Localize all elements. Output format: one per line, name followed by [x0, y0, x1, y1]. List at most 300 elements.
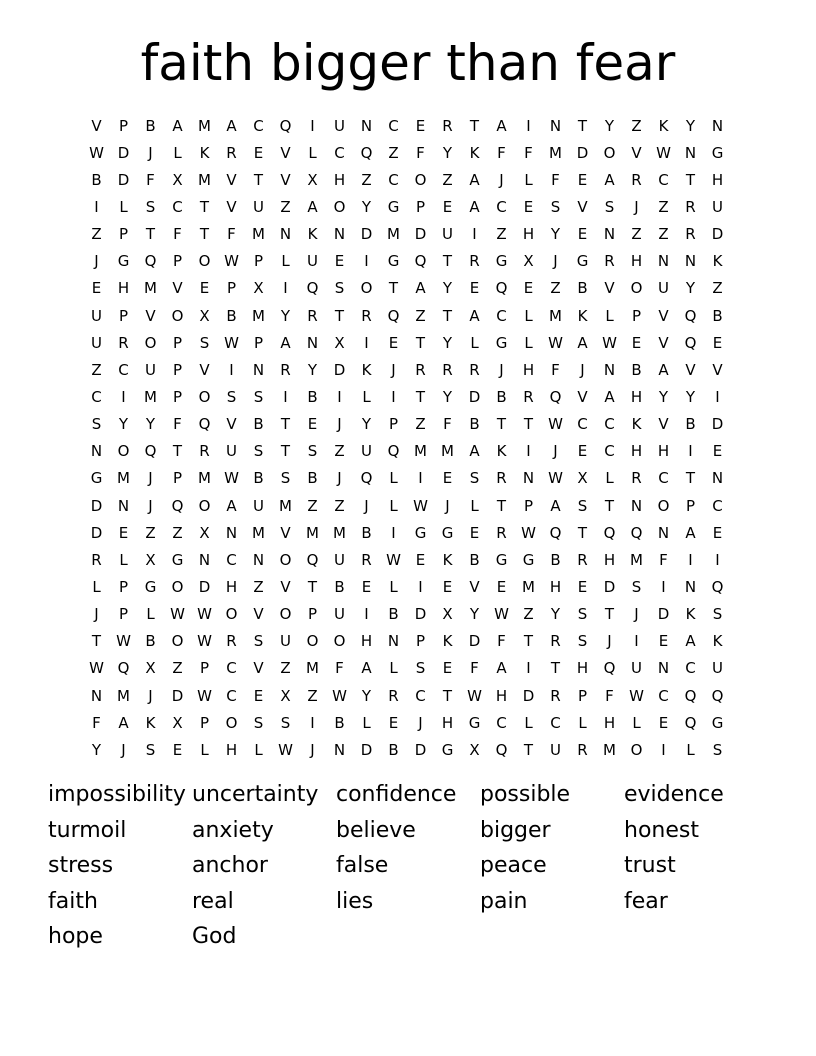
grid-letter: B [388, 740, 399, 759]
grid-letter: O [198, 387, 211, 406]
grid-letter: I [364, 605, 369, 624]
grid-letter: T [442, 252, 453, 271]
grid-letter: P [307, 605, 318, 624]
grid-letter: L [524, 306, 533, 325]
grid-letter: Q [603, 523, 616, 542]
grid-letter: V [604, 279, 615, 298]
grid-letter: P [415, 197, 426, 216]
grid-letter: L [362, 713, 371, 732]
grid-letter: R [226, 632, 237, 651]
grid-letter: H [630, 387, 643, 406]
grid-letter: P [631, 306, 642, 325]
grid-letter: V [145, 306, 156, 325]
grid-letter: D [576, 143, 589, 162]
grid-letter: L [146, 605, 155, 624]
grid-letter: D [711, 415, 724, 434]
grid-letter: Q [549, 387, 562, 406]
grid-letter: Q [306, 279, 319, 298]
grid-letter: O [414, 170, 427, 189]
grid-letter: M [387, 225, 400, 244]
grid-letter: C [712, 496, 723, 515]
grid-letter: J [148, 686, 153, 705]
grid-letter: A [415, 279, 426, 298]
grid-letter: Y [685, 279, 696, 298]
grid-letter: Y [550, 225, 561, 244]
grid-letter: A [469, 197, 480, 216]
grid-letter: S [577, 496, 588, 515]
grid-letter: J [337, 415, 342, 434]
grid-letter: S [631, 577, 642, 596]
grid-letter: I [310, 116, 315, 135]
grid-letter: Z [307, 686, 318, 705]
grid-letter: T [388, 279, 399, 298]
grid-letter: I [229, 360, 234, 379]
grid-letter: S [253, 442, 264, 461]
grid-letter: Z [631, 116, 642, 135]
grid-letter: C [388, 116, 399, 135]
grid-letter: G [387, 252, 400, 271]
grid-letter: F [92, 713, 101, 732]
grid-letter: M [522, 577, 535, 596]
grid-letter: L [578, 713, 587, 732]
grid-letter: B [469, 550, 480, 569]
grid-letter: Q [684, 306, 697, 325]
grid-letter: Z [334, 442, 345, 461]
grid-letter: F [551, 170, 560, 189]
grid-letter: N [306, 333, 319, 352]
grid-letter: D [171, 686, 184, 705]
grid-letter: Y [442, 143, 453, 162]
grid-letter: N [684, 577, 697, 596]
grid-letter: W [386, 550, 401, 569]
grid-letter: W [197, 632, 212, 651]
grid-letter: V [658, 306, 669, 325]
word-bank-item: possible [480, 782, 571, 807]
grid-letter: C [496, 306, 507, 325]
grid-letter: Y [280, 306, 291, 325]
grid-letter: W [197, 686, 212, 705]
grid-letter: X [523, 252, 534, 271]
grid-letter: F [173, 415, 182, 434]
grid-letter: A [496, 659, 507, 678]
grid-letter: Y [442, 333, 453, 352]
grid-letter: H [576, 659, 589, 678]
grid-letter: U [334, 550, 345, 569]
grid-letter: W [278, 740, 293, 759]
grid-letter: X [199, 523, 210, 542]
grid-letter: Z [91, 360, 102, 379]
grid-letter: I [337, 387, 342, 406]
grid-letter: Y [685, 116, 696, 135]
grid-letter: I [418, 469, 423, 488]
grid-letter: P [523, 496, 534, 515]
grid-letter: A [280, 333, 291, 352]
grid-letter: B [712, 306, 723, 325]
grid-letter: D [333, 360, 346, 379]
grid-letter: U [550, 740, 561, 759]
grid-letter: I [418, 577, 423, 596]
grid-letter: S [415, 659, 426, 678]
grid-letter: T [199, 225, 210, 244]
grid-letter: C [91, 387, 102, 406]
grid-letter: E [523, 197, 534, 216]
grid-letter: Y [361, 686, 372, 705]
grid-letter: X [442, 605, 453, 624]
grid-letter: K [712, 252, 723, 271]
grid-letter: I [364, 333, 369, 352]
grid-letter: T [550, 659, 561, 678]
grid-letter: M [198, 116, 211, 135]
grid-letter: P [118, 577, 129, 596]
grid-letter: O [333, 197, 346, 216]
grid-letter: W [629, 686, 644, 705]
grid-letter: R [496, 523, 507, 542]
grid-letter: W [170, 605, 185, 624]
grid-letter: Q [711, 686, 724, 705]
word-bank-item: lies [336, 888, 374, 914]
grid-letter: Q [495, 740, 508, 759]
grid-letter: C [226, 550, 237, 569]
grid-letter: Y [145, 415, 156, 434]
grid-letter: B [577, 279, 588, 298]
grid-letter: T [280, 442, 291, 461]
grid-letter: V [226, 170, 237, 189]
grid-letter: C [415, 686, 426, 705]
grid-letter: U [712, 197, 723, 216]
grid-letter: Z [253, 577, 264, 596]
grid-letter: V [280, 523, 291, 542]
grid-letter: O [306, 632, 319, 651]
grid-letter: D [711, 225, 724, 244]
grid-letter: Z [172, 523, 183, 542]
grid-letter: I [310, 713, 315, 732]
grid-letter: Z [145, 523, 156, 542]
grid-letter: T [334, 306, 345, 325]
grid-letter: Z [658, 197, 669, 216]
grid-letter: X [253, 279, 264, 298]
grid-letter: R [91, 550, 102, 569]
grid-letter: R [631, 469, 642, 488]
grid-letter: S [145, 740, 156, 759]
grid-letter: C [658, 170, 669, 189]
grid-letter: E [577, 442, 588, 461]
grid-letter: A [469, 306, 480, 325]
grid-letter: N [657, 659, 670, 678]
grid-letter: V [577, 197, 588, 216]
grid-letter: N [333, 225, 346, 244]
grid-letter: P [172, 469, 183, 488]
word-bank-item: anchor [192, 853, 268, 879]
grid-letter: T [577, 116, 588, 135]
grid-letter: E [496, 577, 507, 596]
grid-letter: C [496, 713, 507, 732]
grid-letter: J [580, 360, 585, 379]
grid-letter: L [200, 740, 209, 759]
grid-letter: B [496, 387, 507, 406]
word-bank-item: stress [48, 853, 114, 879]
grid-letter: E [334, 252, 345, 271]
grid-letter: E [253, 143, 264, 162]
grid-letter: V [280, 170, 291, 189]
grid-letter: A [226, 496, 237, 515]
grid-letter: L [524, 170, 533, 189]
word-bank-item: pain [480, 888, 528, 914]
grid-letter: Z [415, 306, 426, 325]
grid-letter: J [445, 496, 450, 515]
grid-letter: Z [172, 659, 183, 678]
grid-letter: T [199, 197, 210, 216]
grid-letter: N [360, 116, 373, 135]
grid-letter: B [469, 415, 480, 434]
grid-letter: R [361, 550, 372, 569]
grid-letter: D [468, 632, 481, 651]
grid-letter: F [416, 143, 425, 162]
grid-letter: E [415, 550, 426, 569]
grid-letter: A [496, 116, 507, 135]
grid-letter: W [332, 686, 347, 705]
grid-letter: H [603, 550, 616, 569]
grid-letter: O [657, 496, 670, 515]
grid-letter: O [630, 279, 643, 298]
grid-letter: E [442, 577, 453, 596]
grid-letter: W [116, 632, 131, 651]
grid-letter: G [468, 713, 481, 732]
grid-letter: Q [549, 523, 562, 542]
grid-letter: Q [360, 143, 373, 162]
grid-letter: A [361, 659, 372, 678]
word-bank-item: hope [48, 924, 103, 950]
grid-letter: C [658, 469, 669, 488]
grid-letter: G [387, 197, 400, 216]
grid-letter: J [148, 496, 153, 515]
grid-letter: H [360, 632, 373, 651]
grid-letter: W [521, 523, 536, 542]
grid-letter: E [199, 279, 210, 298]
grid-letter: K [658, 116, 669, 135]
word-bank-item: real [192, 888, 234, 914]
grid-letter: T [604, 605, 615, 624]
grid-letter: Q [684, 686, 697, 705]
grid-letter: B [145, 116, 156, 135]
grid-letter: S [550, 197, 561, 216]
grid-letter: S [253, 387, 264, 406]
grid-letter: E [658, 632, 669, 651]
grid-letter: R [604, 252, 615, 271]
grid-letter: E [388, 333, 399, 352]
grid-letter: Y [361, 197, 372, 216]
grid-letter: S [280, 713, 291, 732]
grid-letter: D [117, 170, 130, 189]
grid-letter: I [283, 387, 288, 406]
grid-letter: Q [279, 116, 292, 135]
grid-letter: J [364, 496, 369, 515]
grid-letter: H [495, 686, 508, 705]
grid-letter: M [252, 225, 265, 244]
grid-letter: E [91, 279, 102, 298]
grid-letter: S [226, 387, 237, 406]
grid-letter: Q [144, 442, 157, 461]
grid-letter: A [469, 442, 480, 461]
grid-letter: K [145, 713, 156, 732]
word-bank-item: believe [336, 817, 416, 843]
grid-letter: M [549, 143, 562, 162]
grid-letter: K [496, 442, 507, 461]
grid-letter: J [418, 713, 423, 732]
grid-letter: E [118, 523, 129, 542]
grid-letter: P [388, 415, 399, 434]
grid-letter: P [172, 387, 183, 406]
grid-letter: Z [307, 496, 318, 515]
grid-letter: T [604, 496, 615, 515]
grid-letter: U [712, 659, 723, 678]
grid-letter: J [148, 469, 153, 488]
grid-letter: B [307, 469, 318, 488]
grid-letter: V [280, 143, 291, 162]
grid-letter: H [630, 442, 643, 461]
grid-letter: U [91, 306, 102, 325]
grid-letter: B [388, 605, 399, 624]
grid-letter: U [334, 605, 345, 624]
grid-letter: V [280, 577, 291, 596]
grid-letter: D [360, 740, 373, 759]
grid-letter: Q [360, 469, 373, 488]
grid-letter: V [658, 333, 669, 352]
grid-letter: W [656, 143, 671, 162]
word-bank-item: confidence [336, 782, 457, 807]
grid-letter: B [253, 415, 264, 434]
grid-letter: X [280, 686, 291, 705]
word-bank-item: God [192, 924, 237, 950]
grid-letter: H [603, 713, 616, 732]
grid-letter: O [198, 496, 211, 515]
grid-letter: W [494, 605, 509, 624]
grid-letter: O [279, 605, 292, 624]
grid-letter: I [526, 659, 531, 678]
grid-letter: Q [711, 577, 724, 596]
grid-letter: N [387, 632, 400, 651]
grid-letter: C [253, 116, 264, 135]
grid-letter: U [253, 496, 264, 515]
grid-letter: M [198, 469, 211, 488]
grid-letter: H [522, 225, 535, 244]
grid-letter: P [172, 252, 183, 271]
grid-letter: K [361, 360, 372, 379]
grid-letter: T [172, 442, 183, 461]
grid-letter: K [442, 550, 453, 569]
grid-letter: Y [685, 387, 696, 406]
grid-letter: W [602, 333, 617, 352]
grid-letter: M [144, 279, 157, 298]
grid-letter: L [389, 659, 398, 678]
grid-letter: F [605, 686, 614, 705]
grid-letter: O [171, 577, 184, 596]
grid-letter: L [308, 143, 317, 162]
grid-letter: V [631, 143, 642, 162]
grid-letter: L [632, 713, 641, 732]
grid-letter: K [199, 143, 210, 162]
grid-letter: U [658, 279, 669, 298]
grid-letter: X [172, 713, 183, 732]
grid-letter: C [388, 170, 399, 189]
grid-letter: W [467, 686, 482, 705]
grid-letter: L [470, 333, 479, 352]
grid-letter: Z [415, 415, 426, 434]
grid-letter: P [118, 306, 129, 325]
grid-letter: I [94, 197, 99, 216]
grid-letter: D [90, 496, 103, 515]
grid-letter: X [469, 740, 480, 759]
grid-letter: Q [630, 523, 643, 542]
grid-letter: E [361, 577, 372, 596]
grid-letter: T [442, 686, 453, 705]
grid-letter: I [526, 442, 531, 461]
grid-letter: Y [550, 605, 561, 624]
grid-letter: C [604, 442, 615, 461]
grid-letter: O [630, 740, 643, 759]
grid-letter: W [224, 252, 239, 271]
grid-letter: F [227, 225, 236, 244]
grid-letter: G [441, 740, 454, 759]
grid-letter: N [630, 496, 643, 515]
grid-letter: E [712, 333, 723, 352]
grid-letter: I [391, 523, 396, 542]
grid-letter: H [333, 170, 346, 189]
grid-letter: O [225, 713, 238, 732]
grid-letter: G [117, 252, 130, 271]
grid-letter: A [604, 387, 615, 406]
grid-letter: M [306, 523, 319, 542]
grid-letter: R [469, 360, 480, 379]
grid-letter: I [688, 442, 693, 461]
grid-letter: E [523, 279, 534, 298]
grid-letter: E [442, 197, 453, 216]
grid-letter: Z [280, 197, 291, 216]
letter-grid [83, 112, 731, 763]
grid-letter: N [90, 686, 103, 705]
grid-letter: E [469, 279, 480, 298]
grid-letter: R [577, 740, 588, 759]
grid-letter: A [226, 116, 237, 135]
grid-letter: U [253, 197, 264, 216]
grid-letter: E [658, 713, 669, 732]
grid-letter: Q [306, 550, 319, 569]
grid-letter: M [117, 469, 130, 488]
grid-letter: B [334, 713, 345, 732]
word-bank-item: turmoil [48, 817, 127, 843]
grid-letter: C [577, 415, 588, 434]
grid-letter: J [553, 442, 558, 461]
grid-letter: A [658, 360, 669, 379]
grid-letter: R [523, 387, 534, 406]
grid-letter: N [603, 225, 616, 244]
grid-letter: L [173, 143, 182, 162]
grid-letter: P [577, 686, 588, 705]
grid-letter: Q [117, 659, 130, 678]
grid-letter: W [548, 415, 563, 434]
grid-letter: T [307, 577, 318, 596]
grid-letter: H [549, 577, 562, 596]
grid-letter: U [145, 360, 156, 379]
grid-letter: P [172, 333, 183, 352]
grid-letter: E [577, 170, 588, 189]
grid-letter: E [172, 740, 183, 759]
grid-letter: S [577, 605, 588, 624]
grid-letter: R [631, 170, 642, 189]
grid-letter: F [497, 143, 506, 162]
grid-letter: Z [631, 225, 642, 244]
grid-letter: Y [307, 360, 318, 379]
grid-letter: L [119, 197, 128, 216]
